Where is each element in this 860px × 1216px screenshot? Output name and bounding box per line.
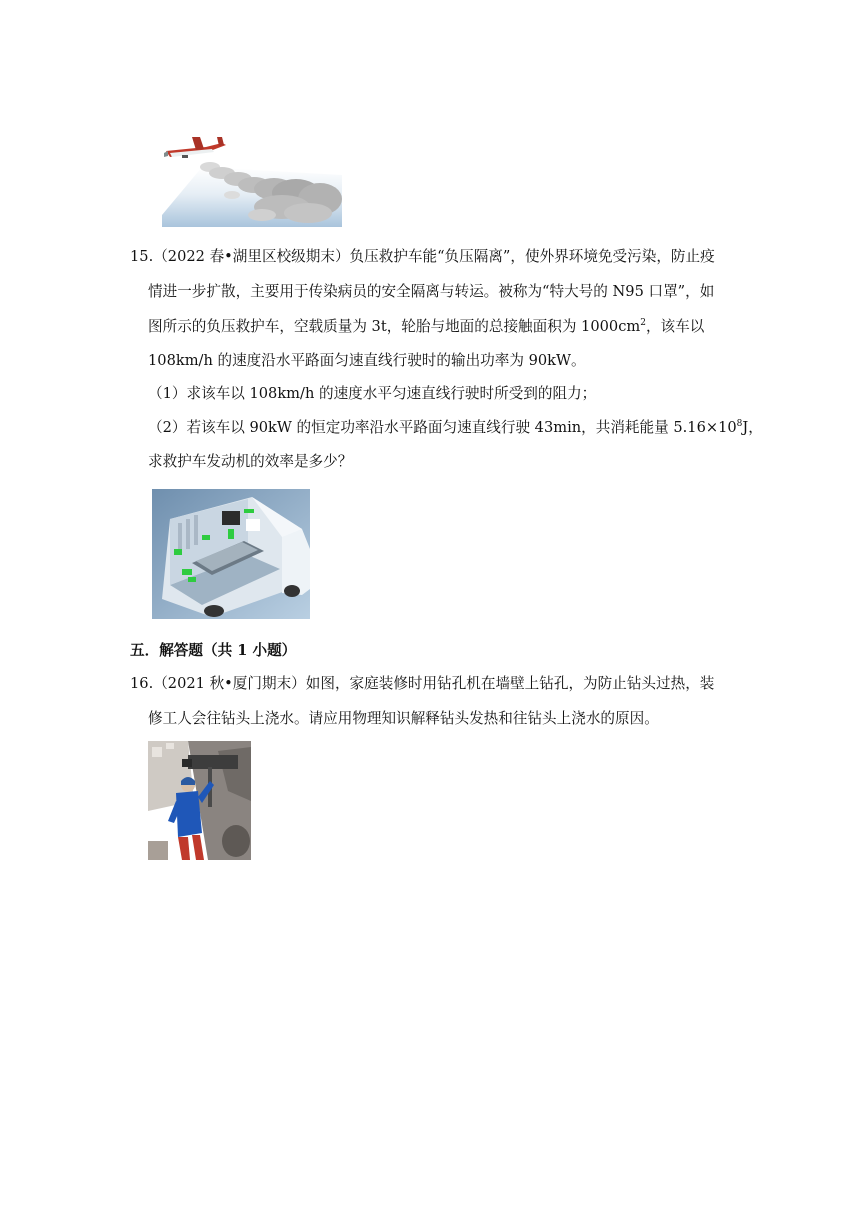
drilling-worker-image	[148, 741, 251, 860]
q16-line-2: 修工人会往钻头上浇水。请应用物理知识解释钻头发热和往钻头上浇水的原因。	[148, 710, 659, 727]
q15-line-3-text: 图所示的负压救护车，空载质量为 3t，轮胎与地面的总接触面积为 1000cm	[148, 318, 641, 335]
q15-subquestion-2-cont: 求救护车发动机的效率是多少？	[148, 453, 353, 470]
q15-line-3-tail: ，该车以	[645, 318, 705, 335]
ambulance-image	[152, 489, 310, 619]
q15-subquestion-2-tail: J，	[742, 419, 763, 436]
q15-subquestion-2-text: （2）若该车以 90kW 的恒定功率沿水平路面匀速直线行驶 43min，共消耗能量 5.16×10	[148, 419, 737, 436]
q16-line-1: 16.（2021 秋•厦门期末）如图，家庭装修时用钻孔机在墙壁上钻孔，为防止钻头过热，装	[130, 675, 715, 692]
q15-line-3-superscript: 2	[640, 318, 646, 328]
q15-subquestion-1: （1）求该车以 108km/h 的速度水平匀速直线行驶时所受到的阻力；	[148, 385, 597, 402]
q15-line-1: 15.（2022 春•湖里区校级期末）负压救护车能“负压隔离”，使外界环境免受污染，防止疫	[130, 248, 715, 265]
q15-subquestion-2	[148, 418, 763, 438]
firefighting-plane-image	[162, 127, 342, 227]
q15-line-2: 情进一步扩散，主要用于传染病员的安全隔离与转运。被称为“特大号的 N95 口罩”，如	[148, 283, 715, 300]
q15-subquestion-2-superscript: 8	[736, 419, 743, 429]
section-heading: 五．解答题（共 1 小题）	[130, 642, 297, 659]
q15-line-4: 108km/h 的速度沿水平路面匀速直线行驶时的输出功率为 90kW。	[148, 352, 586, 369]
q15-line-3	[148, 317, 704, 337]
